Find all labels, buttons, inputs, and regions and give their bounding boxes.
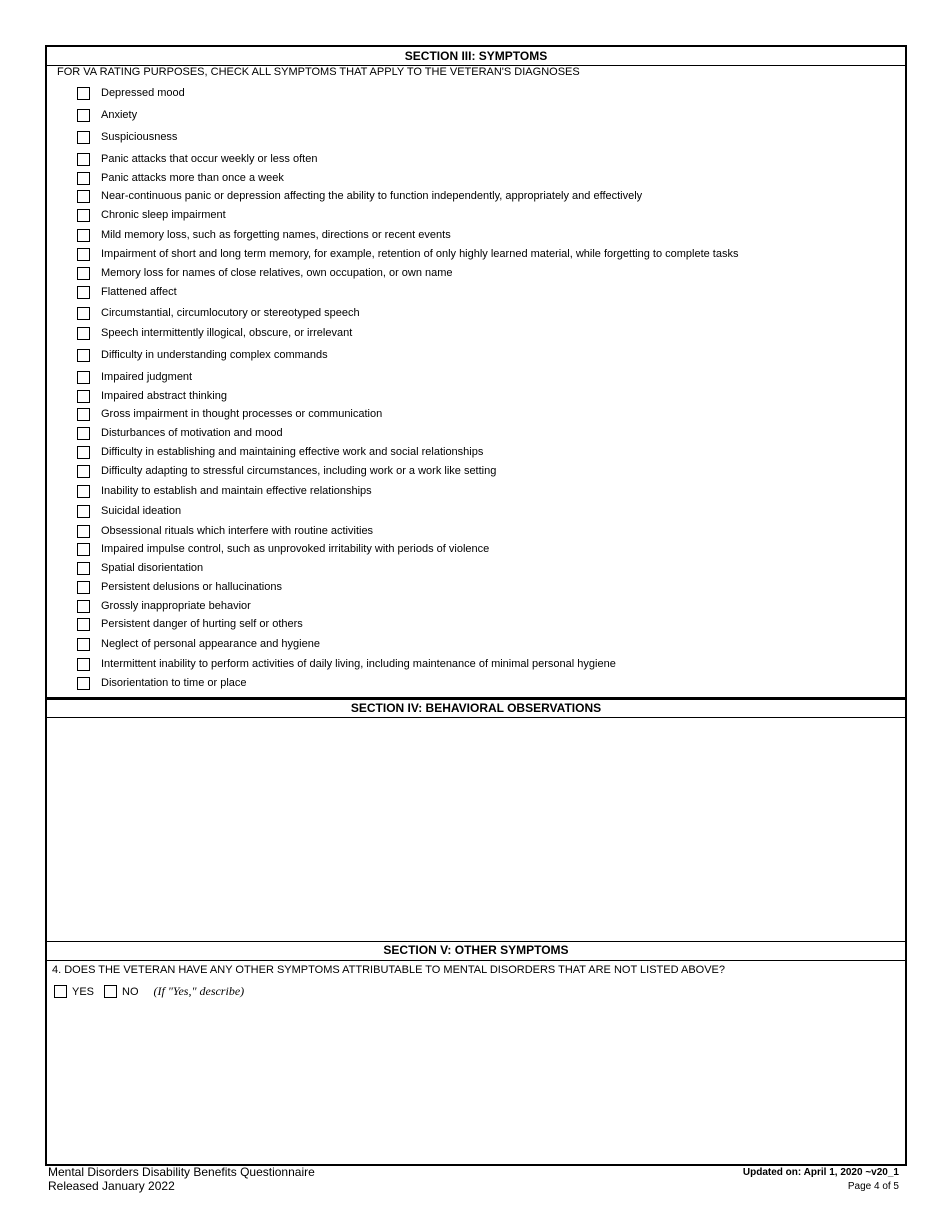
symptom-checkbox[interactable]	[77, 172, 90, 185]
symptom-checkbox[interactable]	[77, 153, 90, 166]
symptom-label: Memory loss for names of close relatives, own occupation, or own name	[101, 267, 453, 279]
no-checkbox[interactable]	[104, 985, 117, 998]
symptom-label: Persistent delusions or hallucinations	[101, 581, 282, 593]
symptom-label: Disorientation to time or place	[101, 677, 247, 689]
yes-no-row	[54, 984, 244, 999]
symptom-item[interactable]	[77, 617, 857, 632]
symptom-item[interactable]	[77, 580, 857, 595]
section-iii-instruction: FOR VA RATING PURPOSES, CHECK ALL SYMPTOMS THAT APPLY TO THE VETERAN'S DIAGNOSES	[57, 66, 580, 78]
symptom-checkbox[interactable]	[77, 618, 90, 631]
describe-note: (If "Yes," describe)	[153, 984, 245, 998]
symptom-item[interactable]	[77, 464, 857, 479]
symptom-item[interactable]	[77, 524, 857, 539]
symptom-checkbox[interactable]	[77, 465, 90, 478]
symptom-item[interactable]	[77, 86, 857, 101]
symptom-item[interactable]	[77, 266, 857, 281]
symptom-item[interactable]	[77, 171, 857, 186]
symptom-label: Suspiciousness	[101, 131, 178, 143]
symptom-label: Near-continuous panic or depression affecting the ability to function independently, appropriately and effectively	[101, 190, 643, 202]
symptom-label: Grossly inappropriate behavior	[101, 600, 251, 612]
symptom-item[interactable]	[77, 189, 857, 204]
symptom-label: Difficulty in establishing and maintaining effective work and social relationships	[101, 446, 484, 458]
symptom-checkbox[interactable]	[77, 505, 90, 518]
section-v-divider-bottom	[47, 960, 905, 961]
symptom-label: Difficulty adapting to stressful circumstances, including work or a work like setting	[101, 465, 497, 477]
symptom-item[interactable]	[77, 407, 857, 422]
yes-checkbox[interactable]	[54, 985, 67, 998]
footer-left	[48, 1165, 315, 1193]
symptom-item[interactable]	[77, 247, 857, 262]
symptom-item[interactable]	[77, 637, 857, 652]
symptom-label: Inability to establish and maintain effective relationships	[101, 485, 372, 497]
symptom-checkbox[interactable]	[77, 209, 90, 222]
symptom-checkbox[interactable]	[77, 525, 90, 538]
symptom-label: Speech intermittently illogical, obscure, or irrelevant	[101, 327, 353, 339]
symptom-label: Circumstantial, circumlocutory or stereotyped speech	[101, 307, 360, 319]
symptom-checkbox[interactable]	[77, 446, 90, 459]
symptom-checkbox[interactable]	[77, 485, 90, 498]
symptom-label: Suicidal ideation	[101, 505, 182, 517]
symptom-checkbox[interactable]	[77, 543, 90, 556]
form-name: Mental Disorders Disability Benefits Questionnaire	[48, 1165, 315, 1179]
symptom-checkbox[interactable]	[77, 131, 90, 144]
symptom-item[interactable]	[77, 599, 857, 614]
updated-date: Updated on: April 1, 2020 ~v20_1	[742, 1167, 899, 1178]
symptom-item[interactable]	[77, 228, 857, 243]
symptom-item[interactable]	[77, 484, 857, 499]
behavioral-observations-field[interactable]	[47, 718, 905, 940]
symptom-checkbox[interactable]	[77, 562, 90, 575]
symptom-checkbox[interactable]	[77, 600, 90, 613]
symptom-item[interactable]	[77, 285, 857, 300]
symptom-label: Obsessional rituals which interfere with routine activities	[101, 525, 374, 537]
symptom-checkbox[interactable]	[77, 229, 90, 242]
symptom-label: Mild memory loss, such as forgetting names, directions or recent events	[101, 229, 451, 241]
symptom-label: Panic attacks more than once a week	[101, 172, 284, 184]
symptom-item[interactable]	[77, 306, 857, 321]
symptom-checkbox[interactable]	[77, 408, 90, 421]
symptom-checkbox[interactable]	[77, 371, 90, 384]
footer-right	[743, 1166, 899, 1194]
symptom-item[interactable]	[77, 152, 857, 167]
symptom-item[interactable]	[77, 445, 857, 460]
section-v-header: SECTION V: OTHER SYMPTOMS	[383, 943, 569, 957]
symptom-label: Panic attacks that occur weekly or less often	[101, 153, 318, 165]
symptom-checkbox[interactable]	[77, 190, 90, 203]
symptom-checkbox[interactable]	[77, 109, 90, 122]
symptom-checkbox[interactable]	[77, 349, 90, 362]
symptom-item[interactable]	[77, 561, 857, 576]
yes-label: YES	[72, 985, 95, 998]
symptom-item[interactable]	[77, 348, 857, 363]
symptom-checkbox[interactable]	[77, 267, 90, 280]
symptom-label: Impaired judgment	[101, 371, 193, 383]
symptom-item[interactable]	[77, 108, 857, 123]
symptom-checkbox[interactable]	[77, 390, 90, 403]
symptom-item[interactable]	[77, 389, 857, 404]
symptom-item[interactable]	[77, 676, 857, 691]
section-iii-header: SECTION III: SYMPTOMS	[404, 49, 548, 63]
form-frame	[45, 45, 907, 1166]
symptom-checkbox[interactable]	[77, 677, 90, 690]
symptom-item[interactable]	[77, 542, 857, 557]
symptom-label: Impaired abstract thinking	[101, 390, 227, 402]
symptom-label: Persistent danger of hurting self or others	[101, 618, 303, 630]
symptom-item[interactable]	[77, 370, 857, 385]
symptom-label: Depressed mood	[101, 87, 185, 99]
symptom-label: Intermittent inability to perform activities of daily living, including maintenance of minimal personal hygiene	[101, 658, 616, 670]
symptom-label: Neglect of personal appearance and hygiene	[101, 638, 320, 650]
symptom-checkbox[interactable]	[77, 327, 90, 340]
symptom-checkbox[interactable]	[77, 307, 90, 320]
symptom-label: Impaired impulse control, such as unprovoked irritability with periods of violence	[101, 543, 490, 555]
symptom-item[interactable]	[77, 326, 857, 341]
no-label: NO	[122, 985, 139, 998]
symptom-checkbox[interactable]	[77, 638, 90, 651]
symptom-checkbox[interactable]	[77, 427, 90, 440]
section-iv-header: SECTION IV: BEHAVIORAL OBSERVATIONS	[350, 701, 602, 715]
symptom-label: Flattened affect	[101, 286, 177, 298]
symptom-label: Chronic sleep impairment	[101, 209, 226, 221]
symptom-label: Difficulty in understanding complex commands	[101, 349, 328, 361]
symptom-checkbox[interactable]	[77, 581, 90, 594]
symptom-checkbox[interactable]	[77, 286, 90, 299]
symptom-label: Spatial disorientation	[101, 562, 204, 574]
other-symptoms-description-field[interactable]	[47, 1005, 905, 1160]
symptom-item[interactable]	[77, 657, 857, 672]
symptom-checkbox[interactable]	[77, 248, 90, 261]
release-date: Released January 2022	[48, 1179, 175, 1193]
symptom-label: Disturbances of motivation and mood	[101, 427, 283, 439]
symptom-label: Anxiety	[101, 109, 138, 121]
symptom-checkbox[interactable]	[77, 658, 90, 671]
symptom-label: Impairment of short and long term memory, for example, retention of only highly learned material, while forgetting to complete tasks	[101, 248, 739, 260]
symptom-label: Gross impairment in thought processes or communication	[101, 408, 383, 420]
symptom-checkbox[interactable]	[77, 87, 90, 100]
page-number: Page 4 of 5	[847, 1181, 899, 1192]
symptom-item[interactable]	[77, 426, 857, 441]
symptom-item[interactable]	[77, 504, 857, 519]
symptom-item[interactable]	[77, 130, 857, 145]
symptom-item[interactable]	[77, 208, 857, 223]
other-symptoms-question: 4. DOES THE VETERAN HAVE ANY OTHER SYMPTOMS ATTRIBUTABLE TO MENTAL DISORDERS THAT ARE NOT LISTED ABOVE?	[52, 964, 725, 976]
